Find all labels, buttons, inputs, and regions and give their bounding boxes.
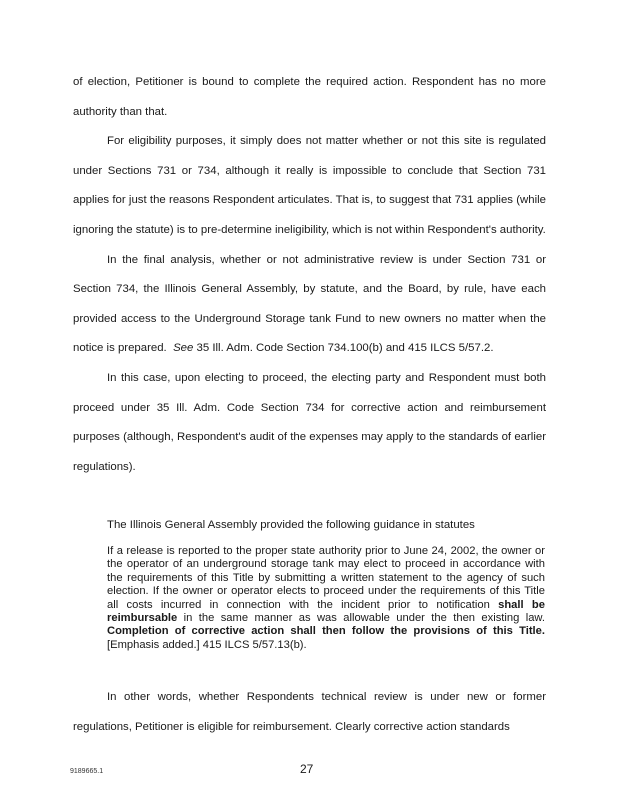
paragraph-1: of election, Petitioner is bound to complete the required action. Respondent has no more authority than that. [73,76,546,118]
page-number: 27 [300,762,314,776]
citation-text: 35 Ill. Adm. Code Section 734.100(b) and 415 ILCS 5/57.2. [196,342,494,355]
paragraph-4: In this case, upon electing to proceed, the electing party and Respondent must both proceed under 35 Ill. Adm. Code Section 734 for corrective action and reimbursement purposes (although, Respondent's audit of the expenses may apply to the standards of earlier regulations). [73,371,546,473]
document-id: 9189665.1 [70,768,104,775]
block-quote [107,545,545,652]
quote-emphasis-2: Completion of corrective action shall then follow the provisions of this Title. [107,625,545,638]
paragraph-3-text: In the final analysis, whether or not administrative review is under Section 731 or Section 734, the Illinois General Assembly, by statute, and the Board, by rule, have each provided access to the Underground Storage tank Fund to new owners no matter when the notice is prepared. [73,253,546,355]
paragraph-2: For eligibility purposes, it simply does not matter whether or not this site is regulated under Sections 731 or 734, although it really is impossible to conclude that Section 731 applies for just the reasons Respondent articulates. That is, to suggest that 731 applies (while ignoring the statute) is to pre-determine ineligibility, which is not within Respondent's authority. [73,135,546,236]
quote-intro: The Illinois General Assembly provided the following guidance in statutes [107,519,475,531]
quote-part-1: If a release is reported to the proper state authority prior to June 24, 2002, the owner or the operator of an underground storage tank may elect to proceed in accordance with the requirements of this Title by submitting a written statement to the agency of such election. If the owner or operator elects to proceed under the requirements of this Title all costs incurred in connection with the incident prior to notification [107,545,545,611]
closing-text [73,683,546,742]
quote-emphasis-1: shall be reimbursable [107,598,545,625]
citation-signal: See [173,342,194,355]
quote-part-2: in the same manner as was allowable under the then existing law. [183,612,545,625]
body-text [73,68,546,482]
paragraph-3 [73,246,546,364]
closing-paragraph: In other words, whether Respondents technical review is under new or former regulations, Petitioner is eligible for reimbursement. Clearly corrective action standards [73,691,546,733]
quote-part-3: [Emphasis added.] 415 ILCS 5/57.13(b). [107,638,307,651]
